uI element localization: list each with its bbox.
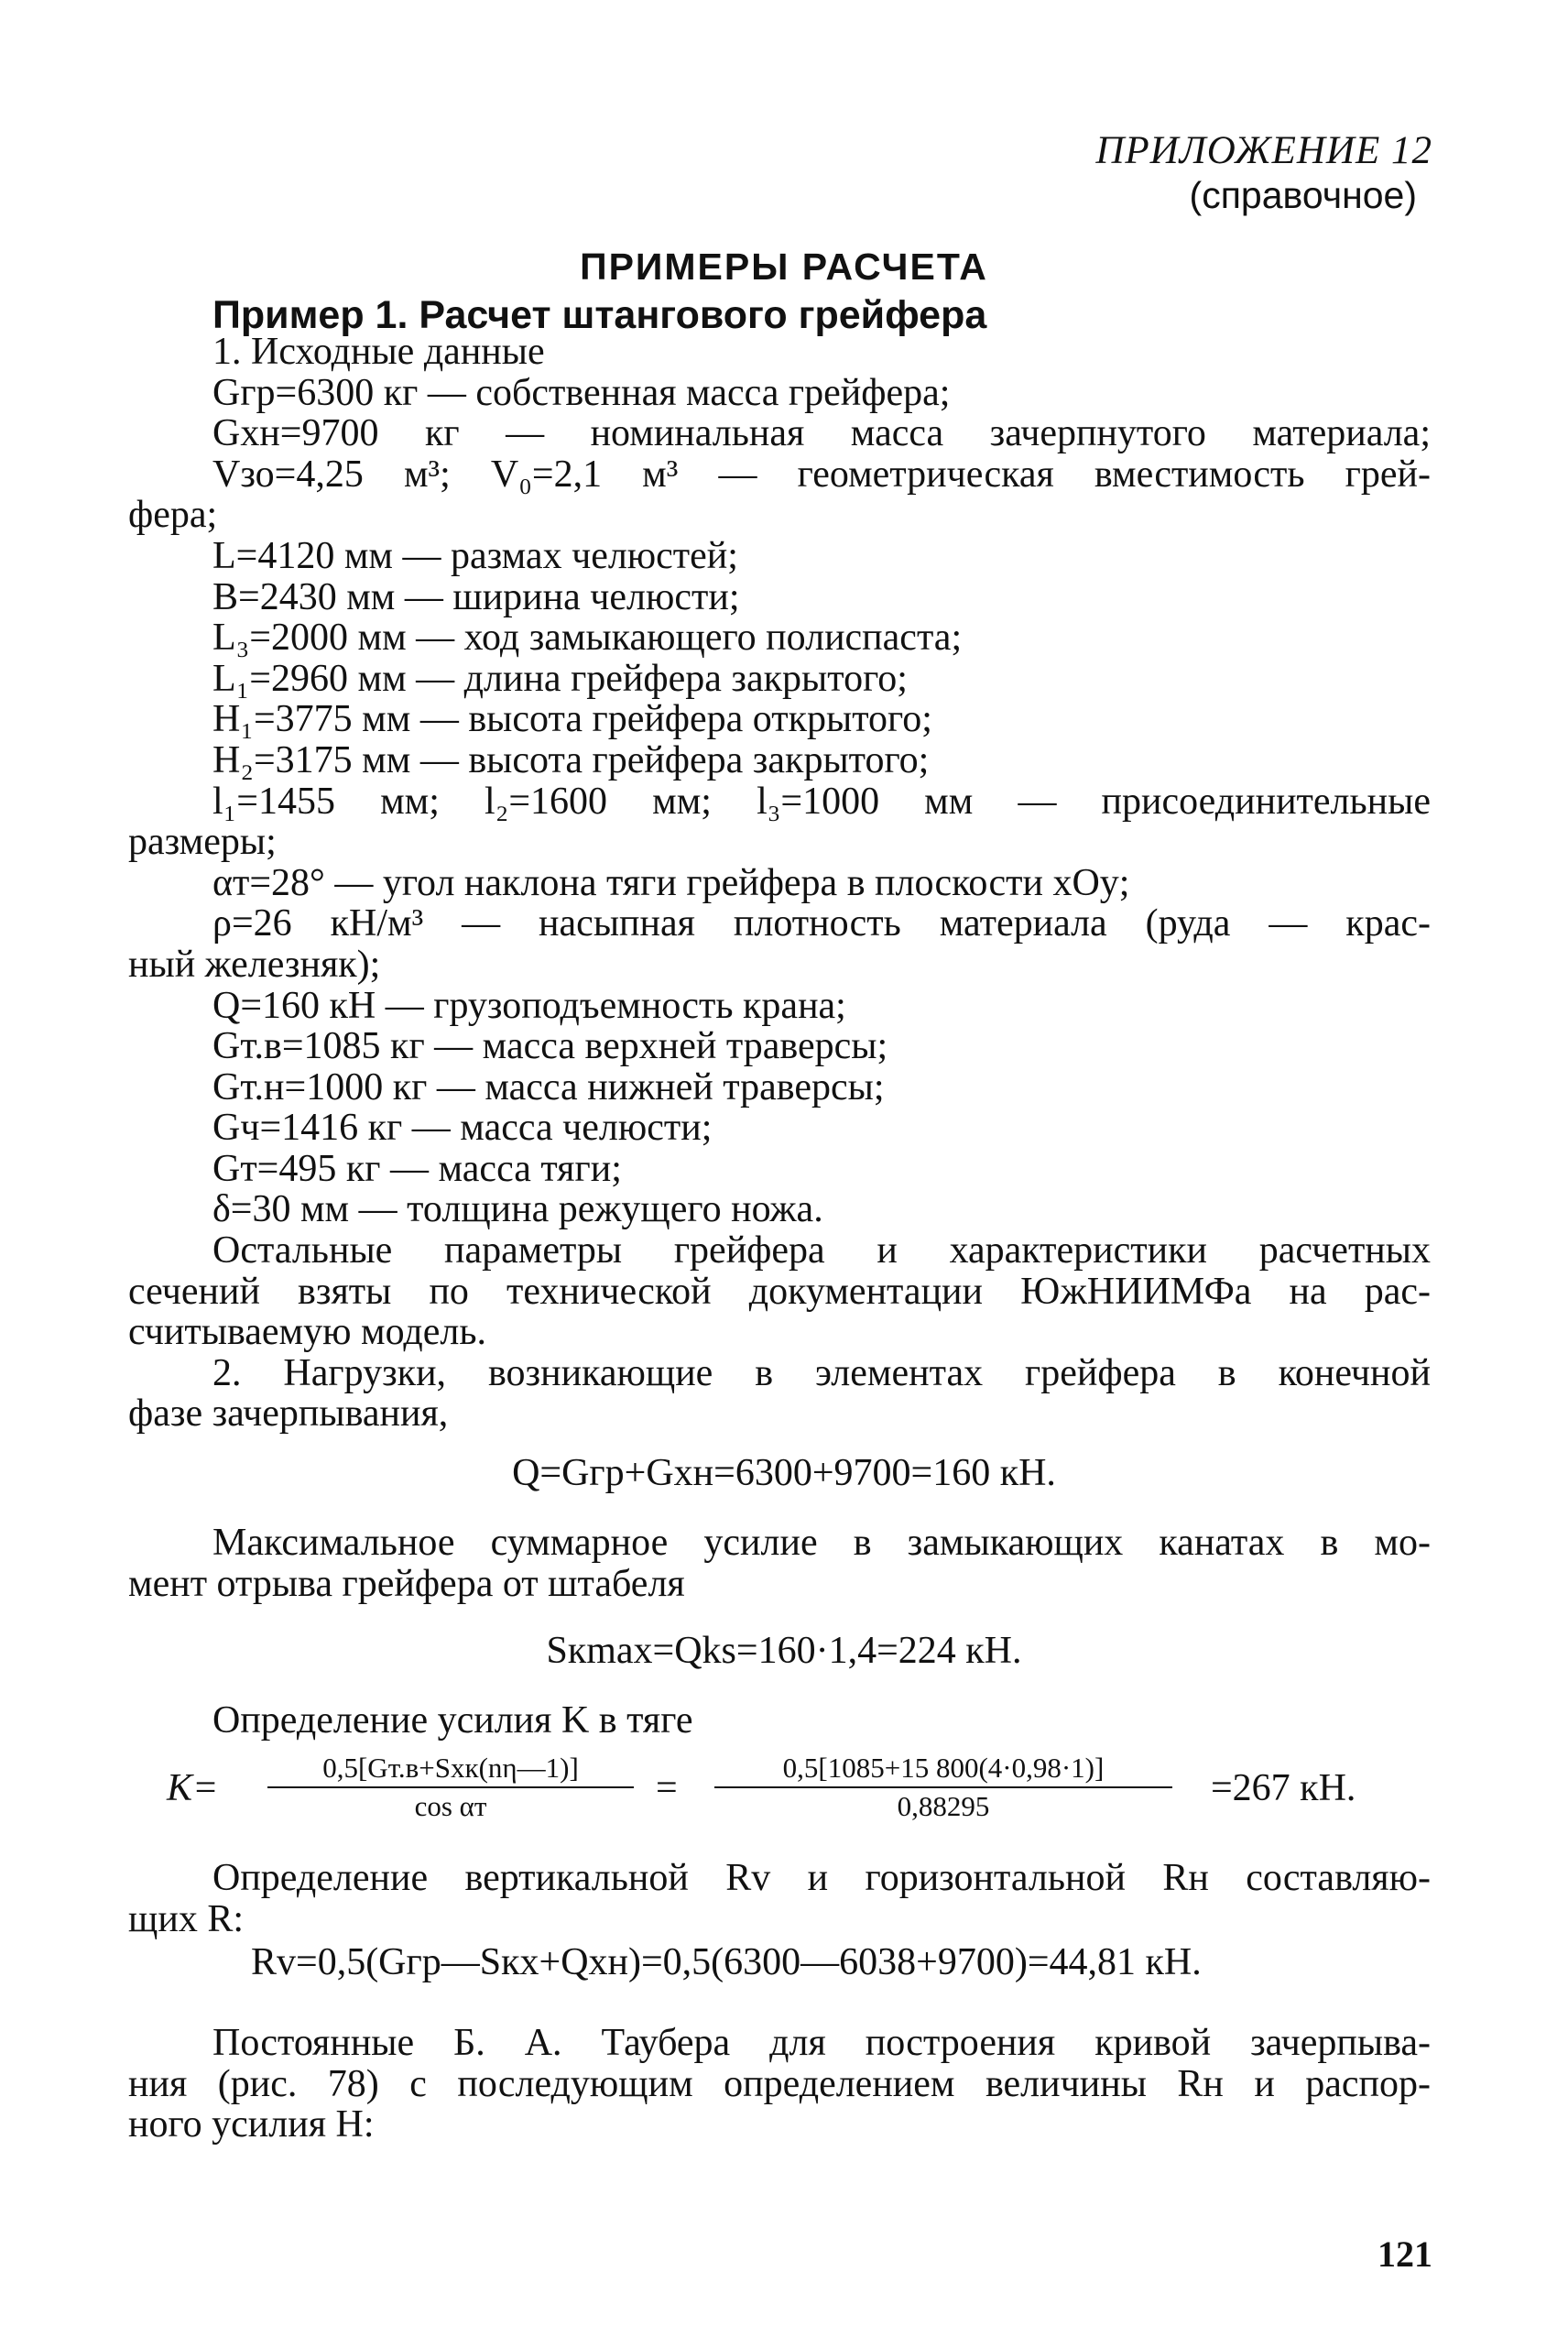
text-line: Gт.в=1085 кг — масса верхней траверсы; [212, 1025, 888, 1068]
text-line: фазе зачерпывания, [128, 1392, 449, 1436]
text-line: Определение усилия K в тяге [212, 1699, 693, 1742]
formula-k-fraction-2 [714, 1752, 1172, 1823]
tauber-paragraph [128, 2022, 1431, 2146]
appendix-note: (справочное) [1189, 174, 1417, 216]
text-line: L=4120 мм — размах челюстей; [212, 534, 738, 577]
formula-s: Sкmax=Qks=160·1,4=224 кН. [546, 1630, 1022, 1672]
text-line: ного усилия H: [128, 2103, 375, 2146]
text-line: ρ=26 кН/м³ — насыпная плотность материала (руда — крас- [212, 902, 1431, 945]
text-line: сечений взяты по технической документации ЮжНИИМФа на рас- [128, 1270, 1431, 1313]
text-line: δ=30 мм — толщина режущего ножа. [212, 1188, 823, 1231]
text-line: считываемую модель. [128, 1311, 486, 1354]
formula-k-fraction-1 [267, 1752, 634, 1823]
text-line: ния (рис. 78) с последующим определением величины Rн и распор- [128, 2062, 1431, 2105]
fraction-numerator: 0,5[1085+15 800(4·0,98·1)] [714, 1752, 1172, 1788]
section-title: ПРИМЕРЫ РАСЧЕТА [580, 246, 988, 288]
text-line: l₁=1455 мм; l₂=1600 мм; l₃=1000 мм — присоединительные [212, 780, 1431, 823]
text-line: H₂=3175 мм — высота грейфера закрытого; [212, 738, 930, 781]
text-line: размеры; [128, 821, 277, 864]
initial-data-block [128, 331, 1431, 1436]
page-number: 121 [1377, 2233, 1432, 2275]
components-paragraph [128, 1857, 1431, 1940]
fraction-denominator: cos αт [414, 1790, 487, 1822]
text-line: фера; [128, 494, 218, 537]
text-line: Постоянные Б. А. Таубера для построения кривой зачерпыва- [212, 2022, 1431, 2064]
text-line: Gч=1416 кг — масса челюсти; [212, 1107, 713, 1150]
k-intro-paragraph [212, 1700, 1431, 1742]
text-line: Определение вертикальной Rv и горизонтальной Rн составляю- [212, 1857, 1431, 1899]
fraction-denominator: 0,88295 [897, 1790, 990, 1822]
text-line: мент отрыва грейфера от штабеля [128, 1562, 685, 1605]
formula-q: Q=Gгр+Gхн=6300+9700=160 кН. [512, 1452, 1056, 1494]
text-line: 1. Исходные данные [212, 331, 545, 373]
example-title: Пример 1. Расчет штангового грейфера [212, 293, 987, 337]
text-line: Gхн=9700 кг — номинальная масса зачерпнутого материала; [212, 412, 1431, 455]
text-line: H₁=3775 мм — высота грейфера открытого; [212, 698, 932, 741]
text-line: Максимальное суммарное усилие в замыкающих канатах в мо- [212, 1522, 1431, 1564]
formula-k [167, 1746, 1431, 1838]
text-line: L₁=2960 мм — длина грейфера закрытого; [212, 657, 908, 700]
text-line: Q=160 кН — грузоподъемность крана; [212, 984, 846, 1027]
text-line: Gт=495 кг — масса тяги; [212, 1147, 622, 1190]
formula-k-lhs: K= [167, 1767, 219, 1809]
text-line: Gт.н=1000 кг — масса нижней траверсы; [212, 1065, 885, 1108]
formula-k-result: =267 кН. [1211, 1767, 1356, 1809]
text-line: щих R: [128, 1897, 244, 1940]
appendix-label: ПРИЛОЖЕНИЕ 12 [1095, 129, 1432, 172]
text-line: B=2430 мм — ширина челюсти; [212, 575, 740, 618]
text-line: L₃=2000 мм — ход замыкающего полиспаста; [212, 617, 963, 660]
text-line: Vзо=4,25 м³; V₀=2,1 м³ — геометрическая вместимость грей- [212, 453, 1431, 496]
formula-k-equals: = [656, 1767, 678, 1809]
text-line: ный железняк); [128, 943, 381, 986]
text-line: αт=28° — угол наклона тяги грейфера в плоскости xOy; [212, 861, 1130, 904]
text-line: 2. Нагрузки, возникающие в элементах грейфера в конечной [212, 1351, 1431, 1394]
fraction-numerator: 0,5[Gт.в+Sхк(nη—1)] [267, 1752, 634, 1788]
text-line: Gгр=6300 кг — собственная масса грейфера; [212, 371, 951, 414]
max-force-paragraph [128, 1522, 1431, 1605]
formula-r: Rv=0,5(Gгр—Sкх+Qхн)=0,5(6300—6038+9700)=44,81 кН. [251, 1941, 1202, 1983]
text-line: Остальные параметры грейфера и характеристики расчетных [212, 1229, 1431, 1272]
